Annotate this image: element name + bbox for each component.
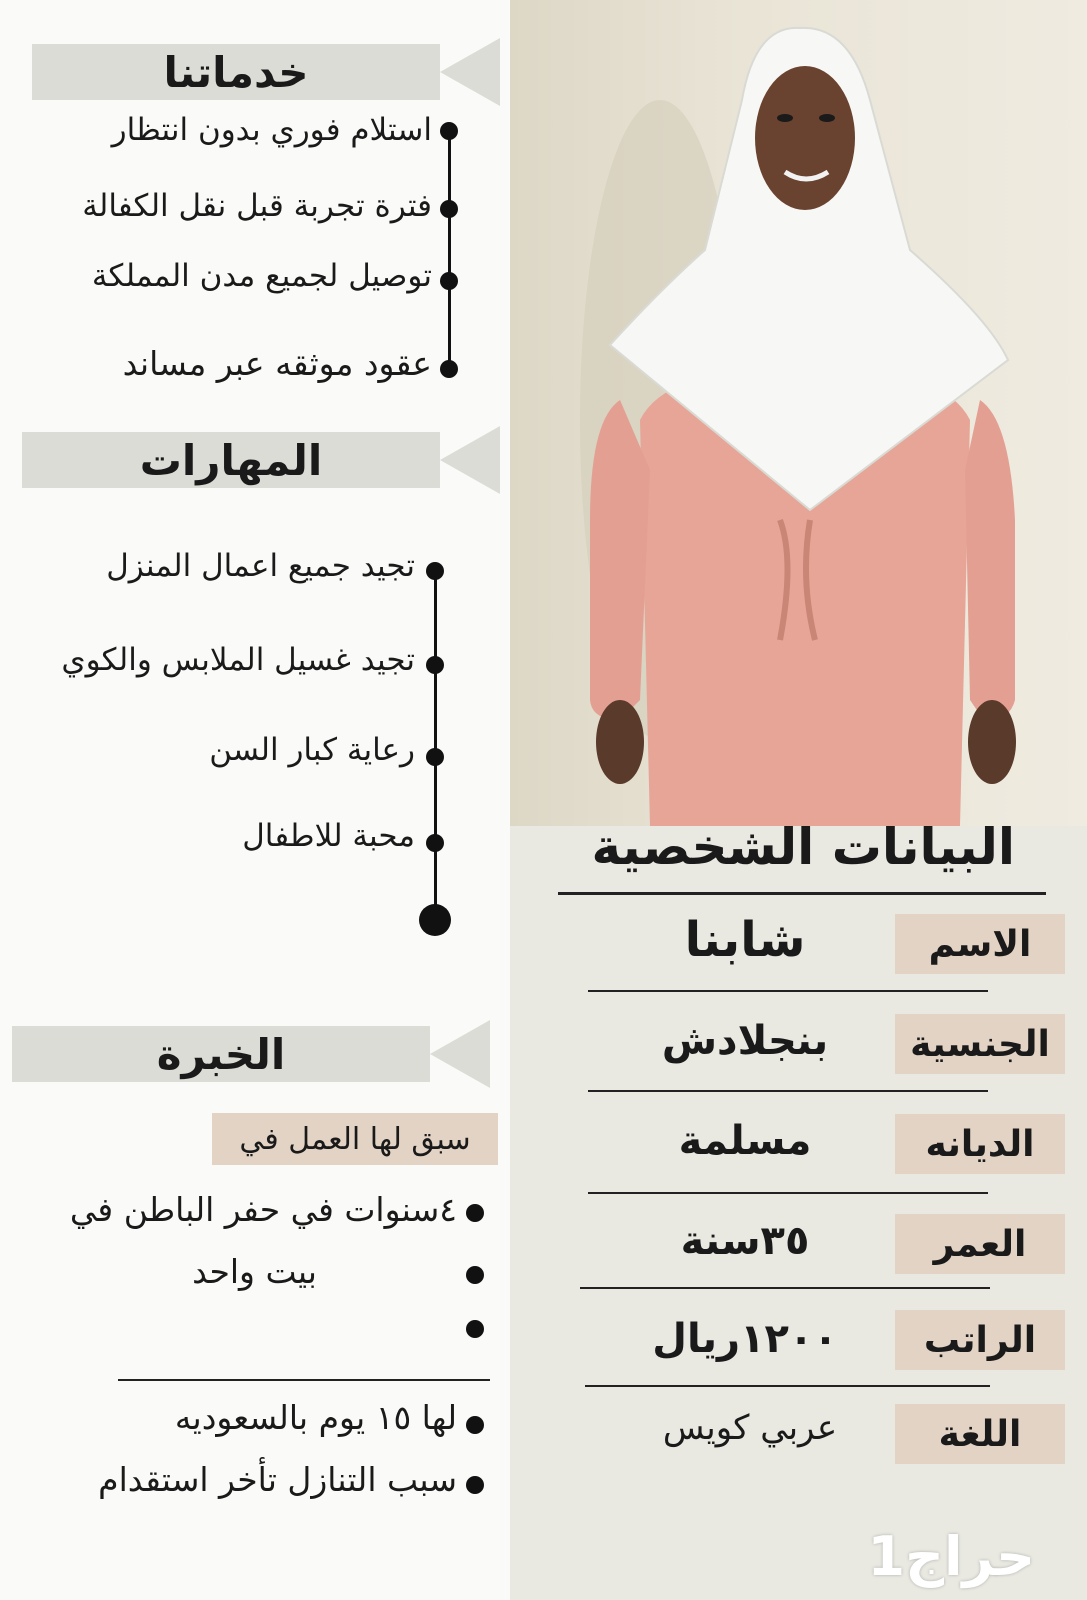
value-salary: ١٢٠٠ريال [652, 1316, 838, 1362]
experience-note-bullet [466, 1476, 484, 1494]
experience-divider [118, 1379, 490, 1381]
row-divider [588, 1192, 988, 1194]
label-name [895, 914, 1065, 974]
label-religion-text: الديانه [925, 1123, 1035, 1165]
experience-header-arrow [430, 1020, 490, 1088]
row-divider [585, 1385, 990, 1387]
skills-bullet [426, 834, 444, 852]
value-language: عربي كويس [662, 1408, 838, 1448]
experience-bullet [466, 1204, 484, 1222]
services-title: خدماتنا [163, 47, 309, 97]
label-salary-text: الراتب [923, 1319, 1037, 1361]
label-language-text: اللغة [938, 1413, 1022, 1455]
skills-bullet [426, 748, 444, 766]
label-religion [895, 1114, 1065, 1174]
worker-photo-illustration [510, 0, 1087, 826]
experience-note: سبب التنازل تأخر استقدام [98, 1460, 457, 1499]
experience-bullet [466, 1320, 484, 1338]
label-name-text: الاسم [928, 923, 1032, 965]
label-age [895, 1214, 1065, 1274]
label-nationality-text: الجنسية [910, 1023, 1050, 1065]
services-item: توصيل لجميع مدن المملكة [91, 258, 432, 294]
experience-subtitle-box [212, 1113, 498, 1165]
value-nationality: بنجلادش [661, 1018, 829, 1064]
services-header [32, 44, 440, 100]
services-bullet [440, 272, 458, 290]
services-bullet [440, 200, 458, 218]
experience-note: لها ١٥ يوم بالسعوديه [174, 1398, 457, 1437]
skills-item: رعاية كبار السن [209, 732, 415, 768]
skills-item: محبة للاطفال [242, 818, 415, 854]
services-item: عقود موثقه عبر مساند [122, 344, 432, 383]
services-timeline [448, 130, 451, 368]
label-age-text: العمر [933, 1223, 1027, 1265]
worker-photo [510, 0, 1087, 826]
skills-item: تجيد جميع اعمال المنزل [106, 548, 415, 584]
services-bullet [440, 122, 458, 140]
experience-item: بيت واحد [192, 1252, 317, 1291]
skills-bullet [426, 656, 444, 674]
experience-bullet [466, 1266, 484, 1284]
row-divider [588, 1090, 988, 1092]
personal-title-underline [558, 892, 1046, 895]
skills-timeline [434, 570, 437, 910]
experience-note-bullet [466, 1416, 484, 1434]
value-age: ٣٥سنة [680, 1218, 810, 1264]
row-divider [588, 990, 988, 992]
label-salary [895, 1310, 1065, 1370]
skills-header [22, 432, 440, 488]
personal-title: البيانات الشخصية [591, 818, 1015, 876]
skills-header-arrow [440, 426, 500, 494]
value-name: شابنا [684, 912, 806, 968]
experience-item: ٤سنوات في حفر الباطن في [69, 1190, 457, 1229]
label-nationality [895, 1014, 1065, 1074]
value-religion: مسلمة [678, 1118, 812, 1164]
services-item: فترة تجربة قبل نقل الكفالة [82, 188, 432, 224]
skills-bullet [426, 562, 444, 580]
services-item: استلام فوري بدون انتظار [111, 112, 432, 148]
skills-item: تجيد غسيل الملابس والكوي [61, 642, 415, 678]
skills-timeline-end [419, 904, 451, 936]
label-language [895, 1404, 1065, 1464]
services-bullet [440, 360, 458, 378]
experience-header [12, 1026, 430, 1082]
experience-subtitle: سبق لها العمل في [239, 1121, 471, 1157]
experience-title: الخبرة [156, 1029, 286, 1079]
skills-title: المهارات [139, 435, 323, 485]
services-header-arrow [440, 38, 500, 106]
watermark-logo: حراج1 [867, 1525, 1035, 1588]
row-divider [580, 1287, 990, 1289]
